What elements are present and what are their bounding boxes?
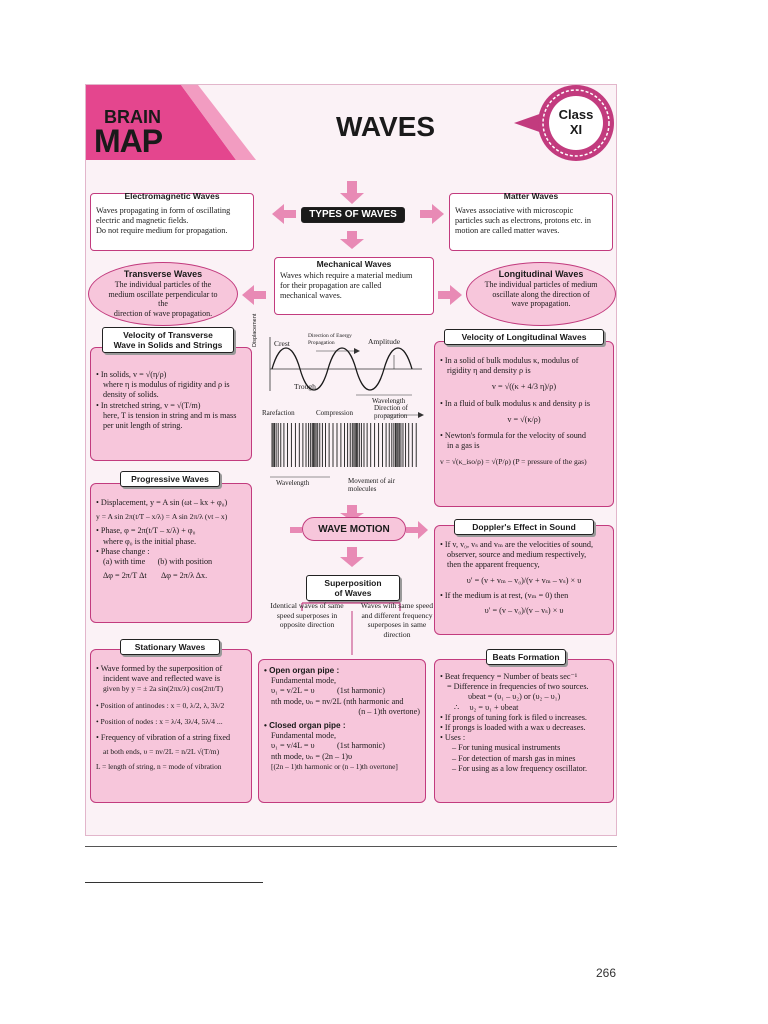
organ-c4: [(2n – 1)th harmonic or (n – 1)th overtone] — [271, 761, 398, 771]
superposition-left: Identical waves of same speed superposes in opposite direction — [270, 601, 344, 629]
transverse-title: Transverse Waves — [123, 269, 203, 279]
vl-line1: • In a solid of bulk modulus κ, modulus of — [440, 356, 579, 365]
organ-c1: Fundamental mode, — [271, 731, 337, 741]
beats-title: Beats Formation — [486, 649, 566, 665]
vt-line6: per unit length of string. — [103, 421, 183, 431]
organ-o4: (n – 1)th overtone) — [358, 706, 420, 716]
arrow-left-wm — [290, 527, 302, 533]
page-rule — [85, 846, 617, 847]
matter-line2: particles such as electrons, protons etc. in — [455, 216, 591, 226]
compression-bars — [272, 423, 416, 467]
prog-line5: • Phase change : — [96, 546, 150, 556]
brain-label: BRAIN — [104, 107, 161, 127]
organ-open: • Open organ pipe : — [264, 666, 340, 675]
organ-c2: υ₁ = v/4L = υ (1st harmonic) — [271, 741, 386, 751]
footnote-rule — [85, 882, 263, 883]
vt-title1: Velocity of Transverse — [123, 330, 213, 340]
matter-waves-title: Matter Waves — [503, 191, 559, 201]
prog-line4: where φ₀ is the initial phase. — [103, 536, 197, 546]
transverse-line2: medium oscillate perpendicular to the — [108, 289, 218, 309]
beats-line9: – For detection of marsh gas in mines — [452, 753, 576, 763]
matter-line1: Waves associative with microscopic — [455, 206, 574, 215]
amplitude-label: Amplitude — [368, 337, 401, 346]
doppler-line3: then the apparent frequency, — [447, 560, 540, 570]
organ-o1: Fundamental mode, — [271, 676, 337, 686]
vt-line1: • In solids, v = √(η/ρ) — [96, 370, 167, 379]
vl-line3: v = √((κ + 4/3 η)/ρ) — [491, 382, 557, 392]
em-line2: electric and magnetic fields. — [96, 216, 189, 226]
arrow-down-1 — [340, 181, 364, 204]
wavelength-label: Wavelength — [372, 397, 406, 405]
vl-line7: in a gas is — [447, 441, 480, 451]
beats-line3: υbeat = (υ₁ – υ₂) or (υ₂ – υ₁) — [468, 692, 561, 702]
vt-line4: • In stretched string, v = √(T/m) — [96, 400, 201, 410]
organ-o2: υ₁ = v/2L = υ (1st harmonic) — [271, 686, 386, 696]
stat-line4: • Position of antinodes : x = 0, λ/2, λ, 3λ/2 — [96, 700, 225, 710]
stationary-waves-title: Stationary Waves — [120, 639, 220, 655]
page-number: 266 — [596, 966, 617, 980]
doppler-box — [434, 525, 614, 635]
doppler-title: Doppler's Effect in Sound — [454, 519, 594, 535]
progressive-waves-box — [90, 483, 252, 623]
doppler-line6: υ′ = (v – v₀)/(v – vₛ) × υ — [484, 606, 564, 616]
displacement-label: Displacement — [252, 313, 258, 347]
superposition-right: Waves with same speed and different frequency superposes in same direction — [360, 601, 434, 639]
beats-line2: = Difference in frequencies of two sources. — [447, 682, 589, 692]
vt-line2: where η is modulus of rigidity and ρ is — [103, 380, 230, 390]
mech-line3: mechanical waves. — [280, 291, 342, 301]
prog-line1: • Displacement, y = A sin (ωt – kx + φ₀) — [96, 498, 228, 507]
doppler-line4: υ′ = (v + vₘ – v₀)/(v + vₘ – vₛ) × υ — [466, 575, 582, 585]
arrow-right-longitudinal — [438, 285, 462, 305]
mech-line2: for their propagation are called — [280, 281, 382, 291]
prog-line3: • Phase, φ = 2π(t/T – x/λ) + φ₀ — [96, 526, 196, 536]
longitudinal-line3: wave propagation. — [511, 299, 571, 309]
velocity-longitudinal-box — [434, 341, 614, 507]
vl-line2: rigidity η and density ρ is — [447, 366, 531, 376]
organ-closed: • Closed organ pipe : — [264, 721, 346, 731]
direction-propagation-label: Direction of propagation — [374, 404, 409, 420]
progressive-waves-title: Progressive Waves — [120, 471, 220, 487]
class-line1: Class — [558, 107, 594, 122]
compression-label: Compression — [316, 409, 353, 417]
stat-line5: • Position of nodes : x = λ/4, 3λ/4, 5λ/4 ... — [96, 716, 223, 726]
beats-line6: • If prongs is loaded with a wax υ decreases. — [440, 723, 586, 733]
beats-line10: – For using as a low frequency oscillator. — [452, 763, 588, 773]
doppler-line2: observer, source and medium respectively, — [447, 550, 587, 560]
stationary-waves-box — [90, 649, 252, 803]
vt-line5: here, T is tension in string and m is mass — [103, 410, 237, 420]
beats-line5: • If prongs of tuning fork is filed υ increases. — [440, 712, 587, 722]
em-line1: Waves propagating in form of oscillating — [96, 206, 231, 215]
em-waves-title: Electromagnetic Waves — [124, 191, 220, 201]
page-title: WAVES — [336, 111, 436, 142]
longitudinal-line1: The individual particles of medium — [484, 280, 598, 289]
mechanical-waves-title: Mechanical Waves — [316, 259, 392, 269]
vl-line4: • In a fluid of bulk modulus κ and density ρ is — [440, 398, 591, 408]
transverse-waves-oval — [88, 262, 238, 326]
arrow-left-em — [272, 204, 296, 224]
beats-box — [434, 659, 614, 803]
arrow-right-wm — [406, 521, 428, 539]
crest-label: Crest — [274, 339, 290, 348]
direction-energy-label: Direction of Energy Propagation — [308, 333, 352, 346]
wave-motion-label: WAVE MOTION — [302, 517, 406, 541]
arrow-down-superposition — [340, 547, 364, 567]
movement-label: Movement of air molecules — [348, 477, 396, 493]
em-line3: Do not require medium for propagation. — [96, 226, 228, 236]
longitudinal-waves-oval — [466, 262, 616, 326]
superposition-title1: Superposition — [324, 578, 382, 588]
transverse-line1: The individual particles of the — [114, 280, 212, 289]
stat-line7: at both ends, υ = nv/2L = n/2L √(T/m) — [103, 747, 220, 757]
prog-line6: (a) with time (b) with position — [103, 557, 213, 567]
trough-label: Trough — [294, 382, 316, 391]
prog-line7: Δφ = 2π/T Δt Δφ = 2π/λ Δx. — [103, 571, 208, 581]
organ-pipe-box — [258, 659, 426, 803]
beats-line7: • Uses : — [440, 733, 466, 743]
brain-map-poster — [85, 84, 617, 836]
transverse-line3: direction of wave propagation. — [113, 308, 213, 318]
arrow-down-2 — [340, 231, 364, 249]
mech-line1: Waves which require a material medium — [280, 271, 413, 280]
vl-line8: v = √(κ_iso/ρ) = √(P/ρ) (P = pressure of the gas) — [440, 457, 587, 467]
vt-line3: density of solids. — [103, 390, 159, 400]
vl-line6: • Newton's formula for the velocity of sound — [440, 431, 586, 441]
types-of-waves-title: TYPES OF WAVES — [301, 207, 405, 223]
longitudinal-title: Longitudinal Waves — [498, 269, 584, 279]
wavelength2-label: Wavelength — [276, 479, 310, 487]
beats-line1: • Beat frequency = Number of beats sec⁻¹ — [440, 672, 578, 681]
stat-line6: • Frequency of vibration of a string fixed — [96, 733, 231, 743]
organ-o3: nth mode, υₙ = nv/2L (nth harmonic and — [271, 696, 404, 706]
stat-line2: incident wave and reflected wave is — [103, 674, 221, 684]
doppler-line1: • If v, v₀, vₛ and vₘ are the velocities of sound, — [440, 540, 594, 549]
velocity-longitudinal-title: Velocity of Longitudinal Waves — [444, 329, 604, 345]
velocity-transverse-title — [102, 327, 234, 353]
prog-line2: y = A sin 2π(t/T – x/λ) = A sin 2π/λ (vt – x) — [96, 512, 228, 522]
doppler-line5: • If the medium is at rest, (vₘ = 0) then — [440, 590, 569, 600]
arrow-right-matter — [420, 204, 444, 224]
vl-line5: v = √(κ/ρ) — [507, 414, 541, 424]
velocity-transverse-box — [90, 347, 252, 461]
organ-c3: nth mode, υₙ = (2n – 1)υ — [271, 751, 353, 761]
arrow-left-transverse — [242, 285, 266, 305]
beats-line4: ∴ υ₂ = υ₁ + υbeat — [454, 702, 519, 712]
longitudinal-line2: oscillate along the direction of — [492, 289, 590, 299]
matter-line3: motion are called matter waves. — [455, 226, 560, 236]
vt-title2: Wave in Solids and Strings — [113, 340, 223, 350]
beats-line8: – For tuning musical instruments — [452, 743, 561, 753]
stat-line3: given by y = ± 2a sin(2πx/λ) cos(2πt/T) — [103, 684, 223, 694]
stat-line1: • Wave formed by the superposition of — [96, 664, 223, 673]
rarefaction-label: Rarefaction — [262, 409, 295, 417]
class-line2: XI — [569, 122, 583, 137]
superposition-title2: of Waves — [334, 588, 372, 598]
map-label: MAP — [94, 123, 163, 159]
stat-line8: L = length of string, n = mode of vibration — [96, 762, 222, 772]
